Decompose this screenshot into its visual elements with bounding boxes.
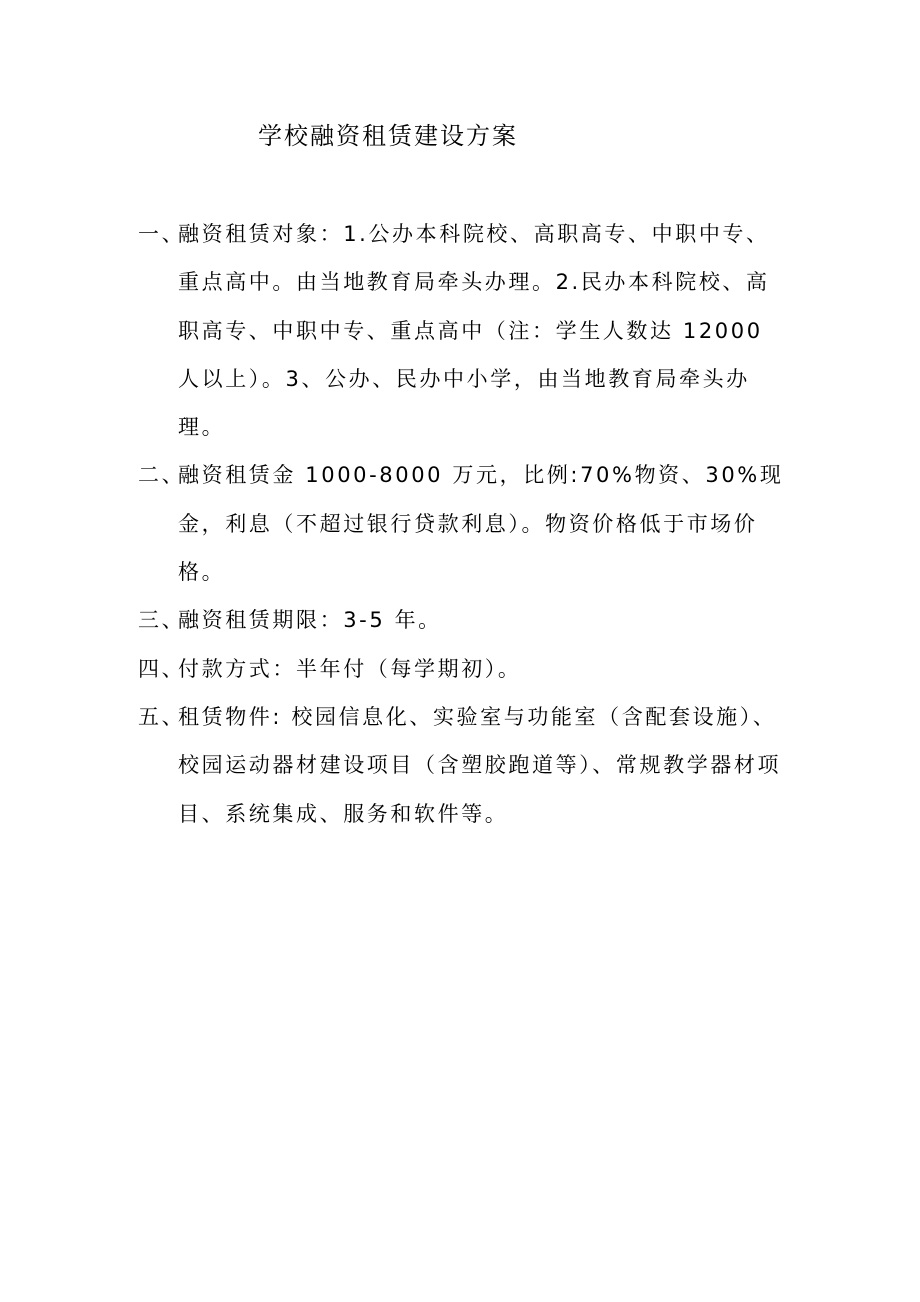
section-marker-2: 二、 [138, 463, 186, 488]
section-marker-5: 五、 [138, 704, 186, 729]
section-text-1: 融资租赁对象：1.公办本科院校、高职高专、中职中专、重点高中。由当地教育局牵头办理。2.民办本科院校、高职高专、中职中专、重点高中（注：学生人数达 12000 人以上）。3、公办、民办中小学，由当地教育局牵头办理。 [178, 222, 770, 440]
section-item-3 [138, 596, 788, 644]
document-title: 学校融资租赁建设方案 [258, 122, 518, 150]
section-item-4 [138, 645, 788, 693]
section-marker-4: 四、 [138, 656, 186, 681]
section-text-2: 融资租赁金 1000-8000 万元，比例:70%物资、30%现金，利息（不超过银行贷款利息）。物资价格低于市场价格。 [178, 463, 784, 585]
section-marker-1: 一、 [138, 222, 186, 246]
section-item-1 [138, 210, 788, 451]
section-item-5 [138, 693, 788, 838]
section-item-2 [138, 451, 788, 596]
section-text-4: 付款方式：半年付（每学期初）。 [178, 656, 522, 681]
section-text-3: 融资租赁期限：3-5 年。 [178, 608, 442, 633]
section-marker-3: 三、 [138, 608, 186, 633]
section-text-5: 租赁物件: 校园信息化、实验室与功能室（含配套设施）、校园运动器材建设项目（含塑胶跑道等）、常规教学器材项目、系统集成、服务和软件等。 [178, 704, 782, 826]
section-list [138, 210, 788, 838]
